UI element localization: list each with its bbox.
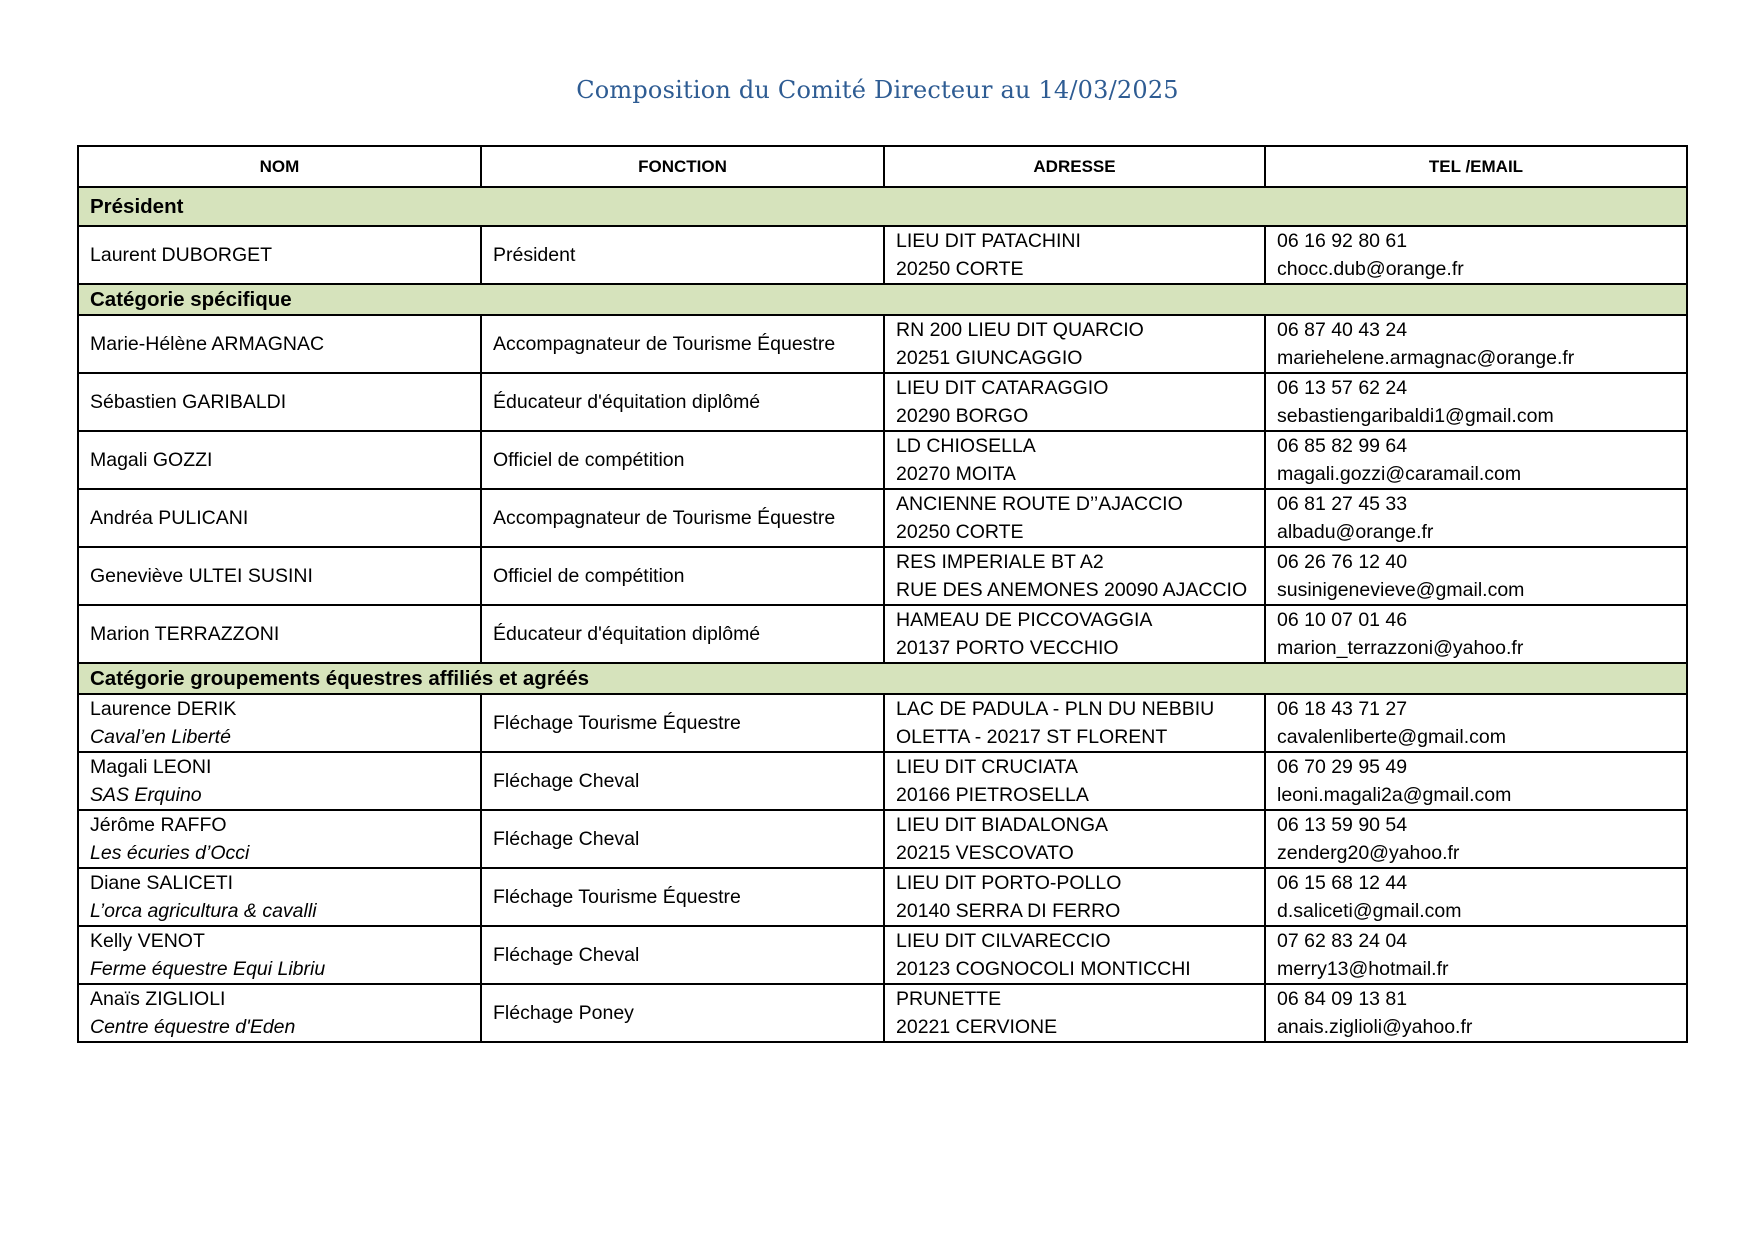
member-function: Accompagnateur de Tourisme Équestre	[481, 315, 884, 373]
member-contact-cell	[1265, 868, 1687, 926]
member-contact-cell	[1265, 373, 1687, 431]
section-label: Catégorie spécifique	[78, 284, 1687, 315]
member-address-cell	[884, 694, 1265, 752]
member-email[interactable]: marion_terrazzoni@yahoo.fr	[1277, 637, 1524, 659]
member-contact-cell	[1265, 984, 1687, 1042]
member-function: Fléchage Cheval	[481, 926, 884, 984]
address-line-1: LIEU DIT CATARAGGIO	[896, 377, 1109, 399]
member-address-cell	[884, 605, 1265, 663]
member-phone: 06 18 43 71 27	[1277, 698, 1408, 720]
member-email[interactable]: mariehelene.armagnac@orange.fr	[1277, 347, 1575, 369]
member-phone: 06 16 92 80 61	[1277, 230, 1408, 252]
address-line-1: LIEU DIT CRUCIATA	[896, 756, 1079, 778]
address-line-1: LIEU DIT PATACHINI	[896, 230, 1081, 252]
member-email[interactable]: sebastiengaribaldi1@gmail.com	[1277, 405, 1554, 427]
member-email[interactable]: chocc.dub@orange.fr	[1277, 258, 1464, 280]
address-line-1: HAMEAU DE PICCOVAGGIA	[896, 609, 1153, 631]
section-label: Président	[78, 187, 1687, 226]
member-name: Marion TERRAZZONI	[90, 623, 280, 645]
member-phone: 06 26 76 12 40	[1277, 551, 1408, 573]
section-row	[78, 663, 1687, 694]
address-line-2: 20270 MOITA	[896, 463, 1016, 485]
member-name: Kelly VENOT	[90, 930, 205, 952]
address-line-2: 20166 PIETROSELLA	[896, 784, 1089, 806]
table-row	[78, 315, 1687, 373]
address-line-1: RES IMPERIALE BT A2	[896, 551, 1104, 573]
member-organization: Centre équestre d'Eden	[90, 1016, 296, 1038]
member-name-cell	[78, 810, 481, 868]
table-row	[78, 752, 1687, 810]
member-name: Andréa PULICANI	[90, 507, 249, 529]
address-line-2: 20123 COGNOCOLI MONTICCHI	[896, 958, 1191, 980]
table-row	[78, 926, 1687, 984]
member-address-cell	[884, 868, 1265, 926]
member-organization: Caval’en Liberté	[90, 726, 231, 748]
table-row	[78, 605, 1687, 663]
member-phone: 06 70 29 95 49	[1277, 756, 1408, 778]
member-contact-cell	[1265, 489, 1687, 547]
member-contact-cell	[1265, 810, 1687, 868]
member-phone: 07 62 83 24 04	[1277, 930, 1408, 952]
member-phone: 06 84 09 13 81	[1277, 988, 1408, 1010]
section-row	[78, 284, 1687, 315]
member-contact-cell	[1265, 315, 1687, 373]
member-phone: 06 81 27 45 33	[1277, 493, 1408, 515]
column-header-adresse: ADRESSE	[884, 146, 1265, 187]
table-row	[78, 810, 1687, 868]
address-line-1: LIEU DIT PORTO-POLLO	[896, 872, 1122, 894]
member-name: Sébastien GARIBALDI	[90, 391, 287, 413]
section-label: Catégorie groupements équestres affiliés et agréés	[78, 663, 1687, 694]
member-contact-cell	[1265, 226, 1687, 284]
member-email[interactable]: susinigenevieve@gmail.com	[1277, 579, 1525, 601]
member-name: Laurence DERIK	[90, 698, 237, 720]
member-function: Fléchage Tourisme Équestre	[481, 868, 884, 926]
member-function: Éducateur d'équitation diplômé	[481, 373, 884, 431]
member-name-cell	[78, 547, 481, 605]
column-header-fonction: FONCTION	[481, 146, 884, 187]
member-name-cell	[78, 752, 481, 810]
column-header-tel-email: TEL /EMAIL	[1265, 146, 1687, 187]
member-phone: 06 13 59 90 54	[1277, 814, 1408, 836]
address-line-1: RN 200 LIEU DIT QUARCIO	[896, 319, 1144, 341]
member-function: Officiel de compétition	[481, 547, 884, 605]
member-function: Fléchage Tourisme Équestre	[481, 694, 884, 752]
address-line-2: OLETTA - 20217 ST FLORENT	[896, 726, 1168, 748]
member-address-cell	[884, 489, 1265, 547]
member-email[interactable]: d.saliceti@gmail.com	[1277, 900, 1462, 922]
member-name: Marie-Hélène ARMAGNAC	[90, 333, 325, 355]
address-line-2: 20137 PORTO VECCHIO	[896, 637, 1119, 659]
member-phone: 06 85 82 99 64	[1277, 435, 1408, 457]
member-function: Fléchage Cheval	[481, 810, 884, 868]
member-address-cell	[884, 226, 1265, 284]
member-name-cell	[78, 926, 481, 984]
member-address-cell	[884, 431, 1265, 489]
member-function: Accompagnateur de Tourisme Équestre	[481, 489, 884, 547]
member-phone: 06 10 07 01 46	[1277, 609, 1408, 631]
member-name-cell	[78, 694, 481, 752]
member-email[interactable]: magali.gozzi@caramail.com	[1277, 463, 1522, 485]
address-line-1: LAC DE PADULA - PLN DU NEBBIU	[896, 698, 1215, 720]
member-address-cell	[884, 315, 1265, 373]
table-row	[78, 431, 1687, 489]
address-line-2: 20215 VESCOVATO	[896, 842, 1074, 864]
address-line-2: RUE DES ANEMONES 20090 AJACCIO	[896, 579, 1248, 601]
member-contact-cell	[1265, 926, 1687, 984]
member-contact-cell	[1265, 431, 1687, 489]
member-address-cell	[884, 984, 1265, 1042]
table-row	[78, 694, 1687, 752]
section-row	[78, 187, 1687, 226]
table-row	[78, 373, 1687, 431]
table-row	[78, 226, 1687, 284]
member-name: Jérôme RAFFO	[90, 814, 227, 836]
member-address-cell	[884, 752, 1265, 810]
member-organization: Les écuries d’Occi	[90, 842, 250, 864]
member-email[interactable]: anais.ziglioli@yahoo.fr	[1277, 1016, 1473, 1038]
table-row	[78, 984, 1687, 1042]
member-function: Éducateur d'équitation diplômé	[481, 605, 884, 663]
address-line-2: 20140 SERRA DI FERRO	[896, 900, 1121, 922]
member-name-cell	[78, 605, 481, 663]
member-organization: SAS Erquino	[90, 784, 202, 806]
member-email[interactable]: zenderg20@yahoo.fr	[1277, 842, 1460, 864]
committee-table	[77, 145, 1688, 1043]
member-name: Magali LEONI	[90, 756, 212, 778]
address-line-2: 20250 CORTE	[896, 258, 1024, 280]
member-contact-cell	[1265, 547, 1687, 605]
member-email[interactable]: albadu@orange.fr	[1277, 521, 1434, 543]
address-line-1: ANCIENNE ROUTE D’’AJACCIO	[896, 493, 1183, 515]
address-line-1: LIEU DIT CILVARECCIO	[896, 930, 1111, 952]
address-line-2: 20251 GIUNCAGGIO	[896, 347, 1083, 369]
member-address-cell	[884, 547, 1265, 605]
table-row	[78, 868, 1687, 926]
member-name-cell	[78, 868, 481, 926]
member-name-cell	[78, 226, 481, 284]
member-name: Magali GOZZI	[90, 449, 213, 471]
member-address-cell	[884, 373, 1265, 431]
column-header-nom: NOM	[78, 146, 481, 187]
member-name-cell	[78, 315, 481, 373]
address-line-2: 20290 BORGO	[896, 405, 1029, 427]
member-function: Officiel de compétition	[481, 431, 884, 489]
member-contact-cell	[1265, 752, 1687, 810]
member-function: Fléchage Poney	[481, 984, 884, 1042]
address-line-2: 20250 CORTE	[896, 521, 1024, 543]
member-email[interactable]: cavalenliberte@gmail.com	[1277, 726, 1506, 748]
member-name: Diane SALICETI	[90, 872, 234, 894]
member-address-cell	[884, 926, 1265, 984]
address-line-2: 20221 CERVIONE	[896, 1016, 1058, 1038]
member-name-cell	[78, 431, 481, 489]
member-contact-cell	[1265, 605, 1687, 663]
table-row	[78, 547, 1687, 605]
member-phone: 06 87 40 43 24	[1277, 319, 1408, 341]
table-row	[78, 489, 1687, 547]
address-line-1: PRUNETTE	[896, 988, 1002, 1010]
member-function: Fléchage Cheval	[481, 752, 884, 810]
address-line-1: LD CHIOSELLA	[896, 435, 1036, 457]
member-name: Geneviève ULTEI SUSINI	[90, 565, 313, 587]
member-organization: Ferme équestre Equi Libriu	[90, 958, 326, 980]
member-contact-cell	[1265, 694, 1687, 752]
member-organization: L’orca agricultura & cavalli	[90, 900, 317, 922]
member-phone: 06 13 57 62 24	[1277, 377, 1408, 399]
table-header-row	[78, 146, 1687, 187]
member-function: Président	[481, 226, 884, 284]
member-email[interactable]: merry13@hotmail.fr	[1277, 958, 1449, 980]
member-name: Anaïs ZIGLIOLI	[90, 988, 226, 1010]
member-name: Laurent DUBORGET	[90, 244, 273, 266]
member-name-cell	[78, 984, 481, 1042]
member-address-cell	[884, 810, 1265, 868]
page-title: Composition du Comité Directeur au 14/03/2025	[576, 76, 1179, 104]
member-name-cell	[78, 489, 481, 547]
member-email[interactable]: leoni.magali2a@gmail.com	[1277, 784, 1512, 806]
member-name-cell	[78, 373, 481, 431]
address-line-1: LIEU DIT BIADALONGA	[896, 814, 1109, 836]
member-phone: 06 15 68 12 44	[1277, 872, 1408, 894]
